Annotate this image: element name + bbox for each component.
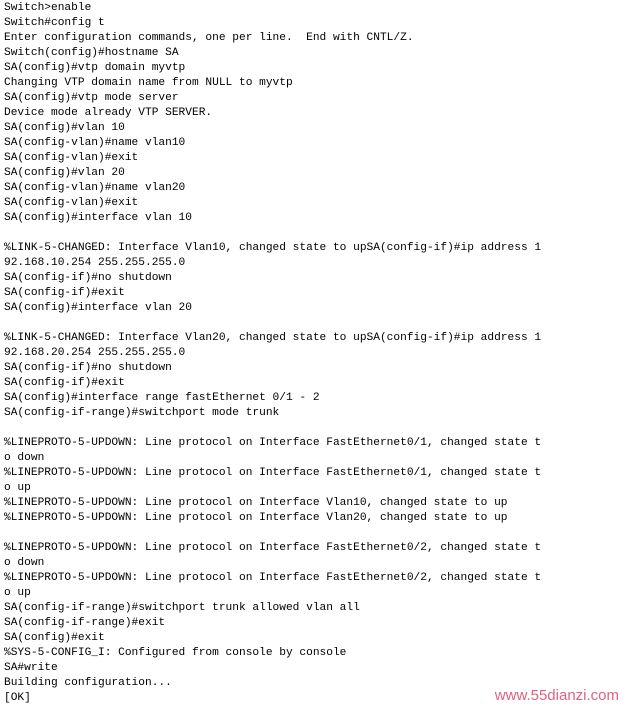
terminal-line: SA(config)#interface vlan 10	[4, 212, 192, 224]
terminal-line: SA(config)#vtp mode server	[4, 92, 179, 104]
terminal-line: SA#write	[4, 662, 58, 674]
terminal-line: SA(config-vlan)#exit	[4, 152, 139, 164]
terminal-line: Switch>enable	[4, 2, 92, 14]
terminal-line: SA(config)#vtp domain myvtp	[4, 62, 186, 74]
terminal-line: SA(config)#exit	[4, 632, 105, 644]
terminal-line: SA(config-if-range)#switchport trunk allowed vlan all	[4, 602, 360, 614]
terminal-line: SA(config)#vlan 10	[4, 122, 125, 134]
terminal-line: %LINEPROTO-5-UPDOWN: Line protocol on Interface Vlan10, changed state to up	[4, 497, 508, 509]
terminal-line: SA(config-if-range)#exit	[4, 617, 166, 629]
terminal-line: %SYS-5-CONFIG_I: Configured from console by console	[4, 647, 347, 659]
terminal-line: SA(config)#interface range fastEthernet 0/1 - 2	[4, 392, 320, 404]
terminal-line: SA(config-if)#no shutdown	[4, 272, 172, 284]
terminal-line: SA(config-if-range)#switchport mode trunk	[4, 407, 280, 419]
terminal-line: Switch(config)#hostname SA	[4, 47, 179, 59]
terminal-line: SA(config-if)#exit	[4, 287, 125, 299]
terminal-line: %LINEPROTO-5-UPDOWN: Line protocol on Interface FastEthernet0/2, changed state t	[4, 572, 542, 584]
terminal-line: 92.168.20.254 255.255.255.0	[4, 347, 186, 359]
terminal-line: %LINK-5-CHANGED: Interface Vlan10, changed state to upSA(config-if)#ip address 1	[4, 242, 542, 254]
terminal-line: o down	[4, 452, 45, 464]
terminal-line: SA(config-vlan)#exit	[4, 197, 139, 209]
terminal-line: %LINEPROTO-5-UPDOWN: Line protocol on Interface Vlan20, changed state to up	[4, 512, 508, 524]
terminal-line	[4, 421, 629, 436]
terminal-line: SA(config-vlan)#name vlan10	[4, 137, 186, 149]
terminal-line: Changing VTP domain name from NULL to myvtp	[4, 77, 293, 89]
terminal-line: %LINEPROTO-5-UPDOWN: Line protocol on Interface FastEthernet0/2, changed state t	[4, 542, 542, 554]
terminal-line: Switch#config t	[4, 17, 105, 29]
terminal-line: %LINEPROTO-5-UPDOWN: Line protocol on Interface FastEthernet0/1, changed state t	[4, 467, 542, 479]
terminal-line: o up	[4, 587, 31, 599]
terminal-line: %LINEPROTO-5-UPDOWN: Line protocol on Interface FastEthernet0/1, changed state t	[4, 437, 542, 449]
terminal-line: Enter configuration commands, one per line. End with CNTL/Z.	[4, 32, 414, 44]
terminal-line: SA(config-if)#no shutdown	[4, 362, 172, 374]
terminal-line	[4, 526, 629, 541]
terminal-line: SA(config-vlan)#name vlan20	[4, 182, 186, 194]
terminal-line: %LINK-5-CHANGED: Interface Vlan20, changed state to upSA(config-if)#ip address 1	[4, 332, 542, 344]
terminal-line: SA(config)#interface vlan 20	[4, 302, 192, 314]
terminal-line: Device mode already VTP SERVER.	[4, 107, 213, 119]
terminal-line: 92.168.10.254 255.255.255.0	[4, 257, 186, 269]
terminal-line: SA(config)#vlan 20	[4, 167, 125, 179]
terminal-line: SA(config-if)#exit	[4, 377, 125, 389]
terminal-line: [OK]	[4, 692, 31, 704]
terminal-line: Building configuration...	[4, 677, 172, 689]
terminal-line	[4, 226, 629, 241]
watermark: www.55dianzi.com	[494, 687, 619, 704]
terminal-line	[4, 316, 629, 331]
terminal-line: o up	[4, 482, 31, 494]
terminal-line: o down	[4, 557, 45, 569]
